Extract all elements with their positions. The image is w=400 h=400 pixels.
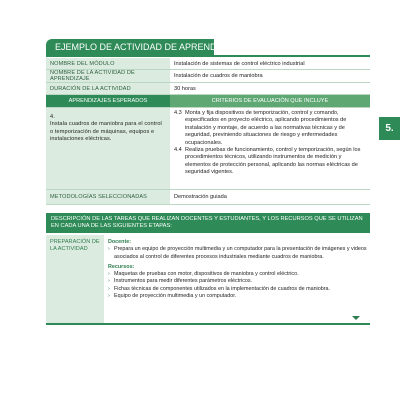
recurso-item-text: Equipo de proyección multimedia y un computador. (114, 293, 237, 300)
activity-info-table (46, 58, 370, 205)
info-row-duration (46, 83, 370, 95)
activity-value: Instalación de cuadros de maniobra (170, 70, 370, 83)
chevron-right-icon: › (108, 293, 110, 300)
learning-row (46, 108, 370, 190)
title-divider (46, 55, 370, 57)
description-header: DESCRIPCIÓN DE LAS TAREAS QUE REALIZAN DOCENTES Y ESTUDIANTES, Y LOS RECURSOS QUE SE UTILIZAN EN CADA UNA DE LAS SIGUIENTES ETAPAS: (46, 213, 370, 233)
aprendizajes-header: APRENDIZAJES ESPERADOS (46, 95, 170, 108)
criterio-item (174, 147, 366, 177)
methodology-row (46, 190, 370, 205)
aprendizaje-text: Instala cuadros de maniobra para el control o temporización de máquinas, equipos e instalaciones eléctricas. (50, 121, 162, 143)
criterio-text: Monta y fija dispositivos de temporización, control y comando, especificados en proyecto eléctrico, aplicando procedimientos de instalación y montaje, de acuerdo a las normativas técnicas y de seguridad, previniendo situaciones de riesgo y enfermedades ocupacionales. (185, 110, 347, 146)
docente-item-text: Prepara un equipo de proyección multimedia y un computador para la presentación de imágenes y videos asociados al control de diferentes procesos industriales mediante cuadros de maniobra. (114, 246, 367, 260)
criterio-item (174, 110, 366, 147)
recurso-item (108, 278, 368, 285)
preparation-body (108, 238, 368, 300)
recurso-item-text: Maquetas de pruebas con motor, dispositivos de maniobra y control eléctrico. (114, 271, 299, 278)
criterio-number: 4.3 (174, 110, 182, 116)
info-row-activity (46, 70, 370, 83)
page-title: EJEMPLO DE ACTIVIDAD DE APRENDIZAJE (46, 39, 214, 56)
chevron-right-icon: › (108, 278, 110, 285)
chevron-right-icon: › (108, 246, 110, 253)
preparation-label: PREPARACIÓN DE LA ACTIVIDAD (46, 235, 104, 323)
criterio-text: Realiza pruebas de funcionamiento, control y temporización, según los procedimientos técnicos, utilizando instrumentos de medición y elementos de protección personal, aplicando las normas eléctricas de seguridad vigentes. (185, 147, 361, 176)
docente-item (108, 246, 368, 261)
aprendizaje-cell (46, 108, 170, 190)
info-row-module (46, 58, 370, 70)
methodology-label: METODOLOGÍAS SELECCIONADAS (46, 190, 170, 205)
criterio-number: 4.4 (174, 147, 182, 154)
column-headers (46, 95, 370, 108)
criterios-cell (170, 108, 370, 190)
recurso-item (108, 293, 368, 300)
chevron-right-icon: › (108, 285, 110, 292)
recurso-item (108, 271, 368, 278)
criterios-header: CRITERIOS DE EVALUACIÓN QUE INCLUYE (170, 95, 370, 108)
activity-label: NOMBRE DE LA ACTIVIDAD DE APRENDIZAJE (46, 70, 170, 83)
recurso-item-text: Instrumentos para medir diferentes parámetros eléctricos. (114, 278, 253, 285)
methodology-value: Demostración guiada (170, 190, 370, 205)
recurso-item-text: Fichas técnicas de componentes utilizados en la implementación de cuadros de maniobra. (114, 285, 331, 292)
recurso-item (108, 286, 368, 293)
docente-title: Docente: (108, 239, 132, 245)
duration-value: 30 horas (170, 83, 370, 95)
continue-triangle-icon (352, 316, 360, 320)
recursos-title: Recursos: (108, 263, 135, 270)
module-label: NOMBRE DEL MÓDULO (46, 58, 170, 70)
aprendizaje-number: 4. (50, 114, 55, 120)
chapter-marker: 5. (379, 117, 400, 140)
duration-label: DURACIÓN DE LA ACTIVIDAD (46, 83, 170, 95)
preparation-section (46, 235, 370, 325)
module-value: Instalación de sistemas de control eléctrico industrial (170, 58, 370, 70)
chevron-right-icon: › (108, 271, 110, 278)
